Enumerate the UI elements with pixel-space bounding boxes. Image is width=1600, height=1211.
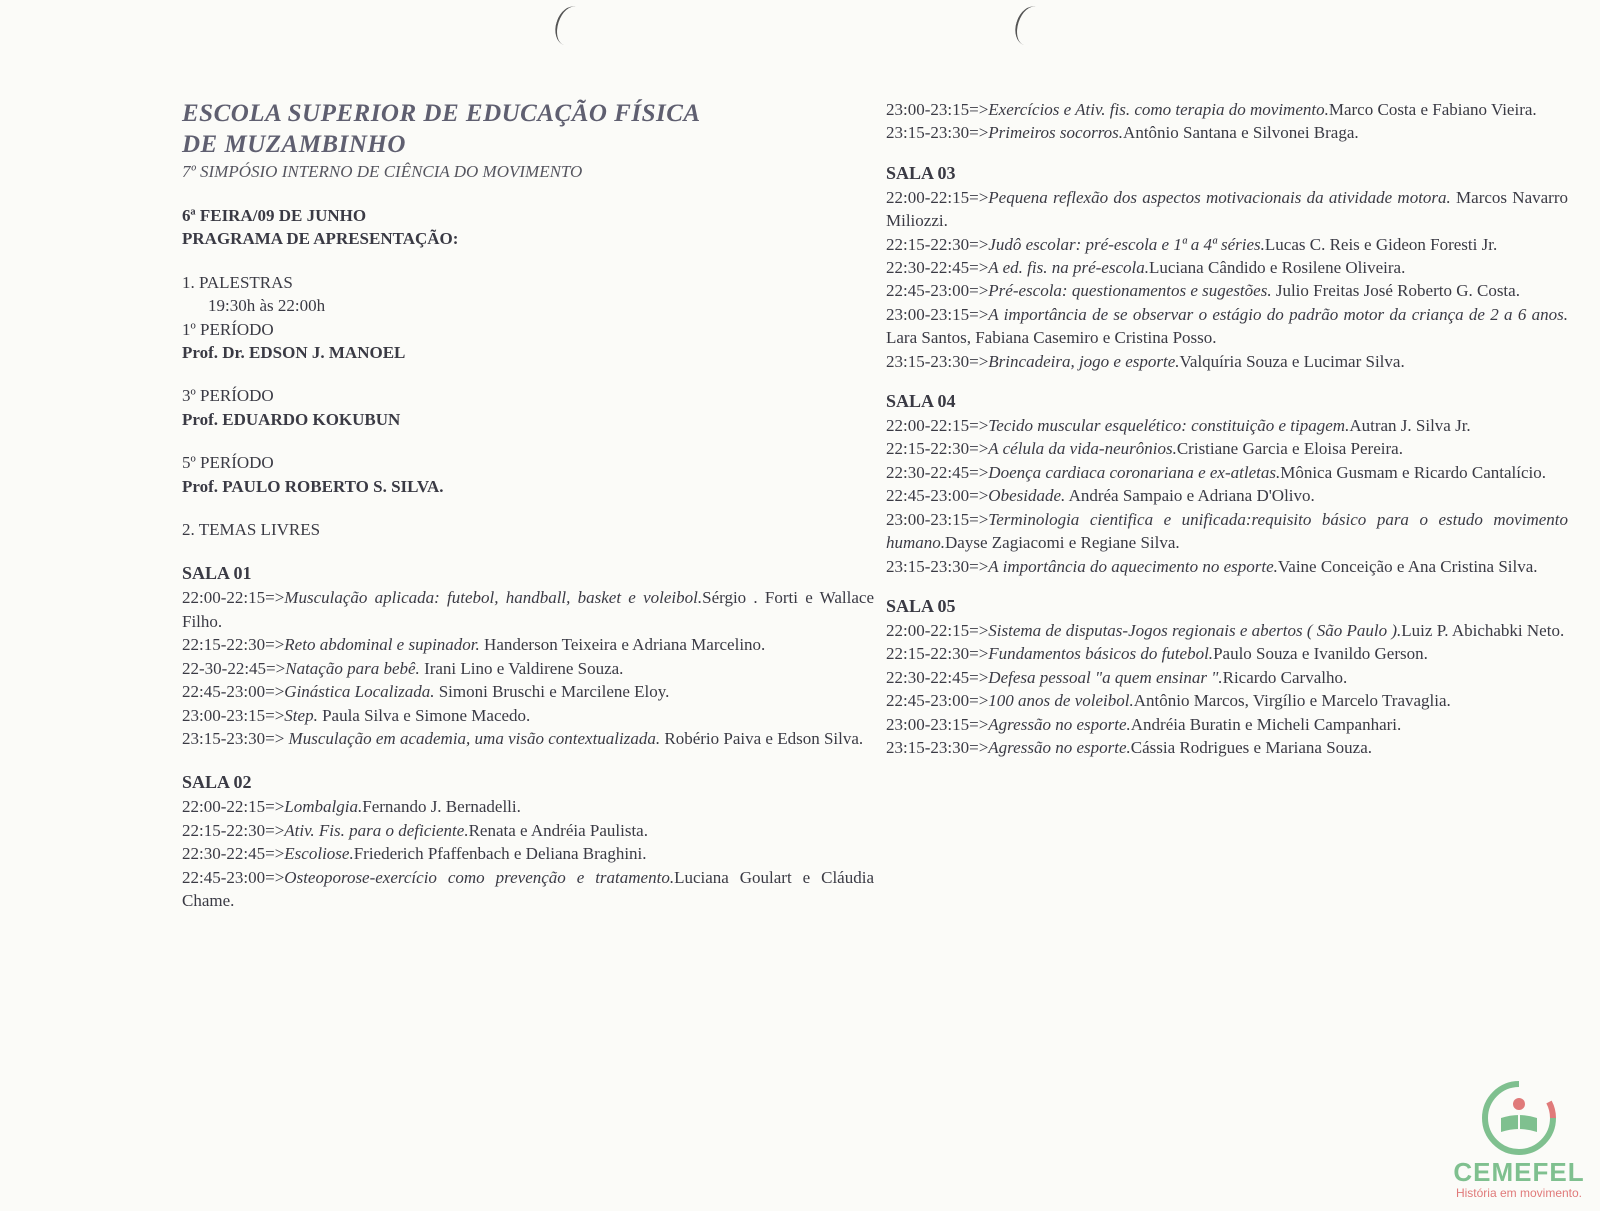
entry-time: 22:45-23:00=> [886, 281, 989, 301]
sala-title: SALA 01 [182, 563, 252, 584]
entry-time: 22:15-22:30=> [886, 234, 989, 254]
schedule-entry [886, 713, 1568, 736]
schedule-entry [182, 795, 874, 818]
temas-livres-heading: 2. TEMAS LIVRES [182, 520, 321, 540]
entry-time: 23:15-23:30=> [886, 556, 989, 576]
entry-time: 22:30-22:45=> [886, 258, 989, 278]
entry-time: 23:15-23:30=> [886, 737, 989, 757]
schedule-entry [886, 279, 1568, 302]
schedule-entry [886, 121, 1568, 144]
entry-time: 23:15-23:30=> [886, 351, 989, 371]
sala-section [886, 389, 1568, 578]
entry-topic: A ed. fis. na pré-escola. [988, 258, 1149, 278]
period-speaker: Prof. Dr. EDSON J. MANOEL [182, 343, 406, 363]
sala-section [182, 770, 874, 912]
sala-section-continued [886, 98, 1568, 145]
entry-topic: Musculação em academia, uma visão contextualizada. [284, 728, 661, 748]
schedule-entry [886, 414, 1568, 437]
entry-authors: Paulo Souza e Ivanildo Gerson. [1213, 644, 1428, 664]
entry-authors: Simoni Bruschi e Marcilene Eloy. [434, 682, 670, 702]
entry-time: 22:45-23:00=> [886, 486, 989, 506]
entry-time: 23:15-23:30=> [886, 123, 989, 143]
entry-topic: Ginástica Localizada. [284, 682, 435, 702]
entry-topic: Agressão no esporte. [988, 714, 1131, 734]
schedule-entry [886, 555, 1568, 578]
entry-topic: Ativ. Fis. para o deficiente. [284, 820, 469, 840]
entry-authors: Mônica Gusmam e Ricardo Cantalício. [1280, 462, 1547, 482]
entry-topic: Musculação aplicada: futebol, handball, basket e voleibol. [284, 588, 703, 608]
palestras-time: 19:30h às 22:00h [208, 296, 326, 316]
schedule-entry [886, 642, 1568, 665]
logo-name: CEMEFEL [1453, 1157, 1585, 1187]
entry-topic: Judô escolar: pré-escola e 1ª a 4ª séries. [988, 234, 1265, 254]
entry-topic: Fundamentos básicos do futebol. [988, 644, 1214, 664]
entry-topic: Exercícios e Ativ. fis. como terapia do movimento. [988, 100, 1329, 119]
binder-hole-left [551, 3, 590, 50]
entry-authors: Robério Paiva e Edson Silva. [660, 728, 864, 748]
entry-topic: Pequena reflexão dos aspectos motivacionais da atividade motora. [988, 187, 1451, 207]
entry-authors: Friederich Pfaffenbach e Deliana Braghini. [353, 844, 647, 864]
schedule-entry [886, 303, 1568, 350]
entry-authors: Andréa Sampaio e Adriana D'Olivo. [1065, 486, 1315, 506]
schedule-entry [886, 461, 1568, 484]
period-speaker: Prof. EDUARDO KOKUBUN [182, 409, 401, 429]
schedule-entry [886, 186, 1568, 233]
schedule-entry [886, 484, 1568, 507]
entry-authors: Lara Santos, Fabiana Casemiro e Cristina Posso. [886, 328, 1217, 348]
entry-topic: Primeiros socorros. [988, 123, 1124, 143]
entry-time: 22:45-23:00=> [886, 691, 989, 711]
entry-time: 23:00-23:15=> [886, 714, 989, 734]
entry-topic: Obesidade. [988, 486, 1066, 506]
entry-topic: Escoliose. [284, 844, 354, 864]
entry-topic: A célula da vida-neurônios. [988, 439, 1177, 459]
schedule-entry [886, 666, 1568, 689]
entry-authors: Cristiane Garcia e Eloisa Pereira. [1176, 439, 1403, 459]
entry-topic: Defesa pessoal "a quem ensinar ". [988, 667, 1223, 687]
entry-authors: Irani Lino e Valdirene Souza. [419, 658, 624, 678]
entry-authors: Vaine Conceição e Ana Cristina Silva. [1277, 556, 1538, 576]
schedule-entry [886, 233, 1568, 256]
entry-topic: Step. [284, 705, 318, 725]
sala-title: SALA 02 [182, 772, 252, 793]
entry-topic: Natação para bebê. [285, 658, 420, 678]
entry-topic: Agressão no esporte. [988, 737, 1131, 757]
sala-section [182, 561, 874, 750]
entry-time: 22:30-22:45=> [886, 667, 989, 687]
entry-topic: Reto abdominal e supinador. [284, 635, 480, 655]
right-column [886, 98, 1568, 759]
entry-time: 22-30-22:45=> [182, 658, 286, 678]
entry-authors: Luciana Goulart e Cláudia Chame. [182, 867, 874, 910]
entry-authors: Antônio Santana e Silvonei Braga. [1123, 123, 1359, 143]
schedule-entry [182, 657, 874, 680]
binder-hole-right [1011, 3, 1050, 50]
entry-time: 22:00-22:15=> [886, 187, 989, 207]
entry-authors: Luiz P. Abichabki Neto. [1401, 620, 1565, 640]
entry-time: 22:00-22:15=> [886, 620, 989, 640]
period-speaker: Prof. PAULO ROBERTO S. SILVA. [182, 476, 444, 496]
entry-topic: Osteoporose-exercício como prevenção e tratamento. [284, 867, 675, 887]
entry-authors: Autran J. Silva Jr. [1349, 416, 1471, 436]
entry-authors: Paula Silva e Simone Macedo. [317, 705, 531, 725]
schedule-entry [886, 736, 1568, 759]
schedule-entry [182, 680, 874, 703]
schedule-entry [886, 619, 1568, 642]
entry-time: 22:15-22:30=> [182, 820, 285, 840]
entry-topic: Doença cardiaca coronariana e ex-atletas. [988, 462, 1281, 482]
schedule-entry [886, 256, 1568, 279]
schedule-entry [182, 866, 874, 913]
entry-time: 23:00-23:15=> [182, 705, 285, 725]
entry-authors: Sérgio . Forti e Wallace Filho. [182, 588, 874, 631]
document-title-line2: DE MUZAMBINHO [182, 131, 406, 158]
entry-time: 22:45-23:00=> [182, 867, 285, 887]
entry-time: 22:30-22:45=> [182, 844, 285, 864]
period-label: 1º PERÍODO [182, 319, 274, 339]
entry-authors: Handerson Teixeira e Adriana Marcelino. [479, 635, 766, 655]
program-title: PRAGRAMA DE APRESENTAÇÃO: [182, 229, 459, 249]
sala-section [886, 594, 1568, 759]
entry-topic: Lombalgia. [284, 797, 363, 817]
entry-time: 22:30-22:45=> [886, 462, 989, 482]
schedule-entry [182, 704, 874, 727]
entry-authors: Cássia Rodrigues e Mariana Souza. [1130, 737, 1372, 757]
logo-tagline: História em movimento. [1455, 1186, 1583, 1200]
entry-time: 22:15-22:30=> [886, 644, 989, 664]
schedule-entry [182, 586, 874, 633]
entry-topic: 100 anos de voleibol. [988, 691, 1134, 711]
schedule-entry [886, 98, 1568, 121]
cemefel-logo [1444, 1080, 1594, 1208]
entry-authors: Renata e Andréia Paulista. [468, 820, 648, 840]
document-subtitle: 7º SIMPÓSIO INTERNO DE CIÊNCIA DO MOVIMENTO [182, 162, 583, 181]
schedule-entry [182, 842, 874, 865]
entry-time: 23:00-23:15=> [886, 100, 989, 119]
schedule-entry [886, 350, 1568, 373]
entry-authors: Valquíria Souza e Lucimar Silva. [1179, 351, 1405, 371]
entry-authors: Luciana Cândido e Rosilene Oliveira. [1148, 258, 1406, 278]
sala-title: SALA 03 [886, 162, 956, 183]
entry-authors: Julio Freitas José Roberto G. Costa. [1271, 281, 1520, 301]
entry-topic: A importância do aquecimento no esporte. [988, 556, 1278, 576]
entry-time: 22:00-22:15=> [182, 797, 285, 817]
entry-time: 22:45-23:00=> [182, 682, 285, 702]
entry-time: 23:00-23:15=> [886, 304, 989, 324]
entry-topic: Pré-escola: questionamentos e sugestões. [988, 281, 1272, 301]
schedule-entry [886, 437, 1568, 460]
entry-topic: Sistema de disputas-Jogos regionais e abertos ( São Paulo ). [988, 620, 1402, 640]
entry-time: 23:15-23:30=> [182, 728, 285, 748]
schedule-entry [886, 508, 1568, 555]
sala-section [886, 161, 1568, 373]
period-label: 5º PERÍODO [182, 453, 274, 473]
entry-authors: Antônio Marcos, Virgílio e Marcelo Travaglia. [1133, 691, 1451, 711]
entry-authors: Ricardo Carvalho. [1222, 667, 1348, 687]
entry-time: 22:15-22:30=> [886, 439, 989, 459]
entry-topic: A importância de se observar o estágio do padrão motor da criança de 2 a 6 anos. [988, 304, 1568, 324]
document-title-line1: ESCOLA SUPERIOR DE EDUCAÇÃO FÍSICA [182, 100, 701, 127]
entry-authors: Andréia Buratin e Micheli Campanhari. [1130, 714, 1402, 734]
sala-title: SALA 05 [886, 595, 956, 616]
entry-topic: Tecido muscular esquelético: constituição e tipagem. [988, 416, 1350, 436]
period-label: 3º PERÍODO [182, 386, 274, 406]
date-line: 6ª FEIRA/09 DE JUNHO [182, 206, 367, 225]
left-column [182, 98, 874, 912]
entry-time: 22:15-22:30=> [182, 635, 285, 655]
entry-authors: Fernando J. Bernadelli. [362, 797, 521, 817]
entry-authors: Dayse Zagiacomi e Regiane Silva. [945, 533, 1180, 553]
schedule-entry [182, 819, 874, 842]
sala-title: SALA 04 [886, 391, 956, 412]
entry-time: 23:00-23:15=> [886, 509, 989, 529]
entry-authors: Marcos Navarro Miliozzi. [886, 187, 1568, 231]
schedule-entry [182, 633, 874, 656]
entry-topic: Brincadeira, jogo e esporte. [988, 351, 1180, 371]
entry-authors: Lucas C. Reis e Gideon Foresti Jr. [1264, 234, 1498, 254]
schedule-entry [182, 727, 874, 750]
entry-time: 22:00-22:15=> [182, 588, 285, 608]
cemefel-emblem-icon [1479, 1080, 1559, 1158]
entry-topic: Terminologia cientifica e unificada:requisito básico para o estudo movimento humano. [886, 509, 1568, 553]
entry-authors: Marco Costa e Fabiano Vieira. [1328, 100, 1537, 119]
palestras-heading: 1. PALESTRAS [182, 272, 293, 292]
schedule-entry [886, 689, 1568, 712]
entry-time: 22:00-22:15=> [886, 416, 989, 436]
